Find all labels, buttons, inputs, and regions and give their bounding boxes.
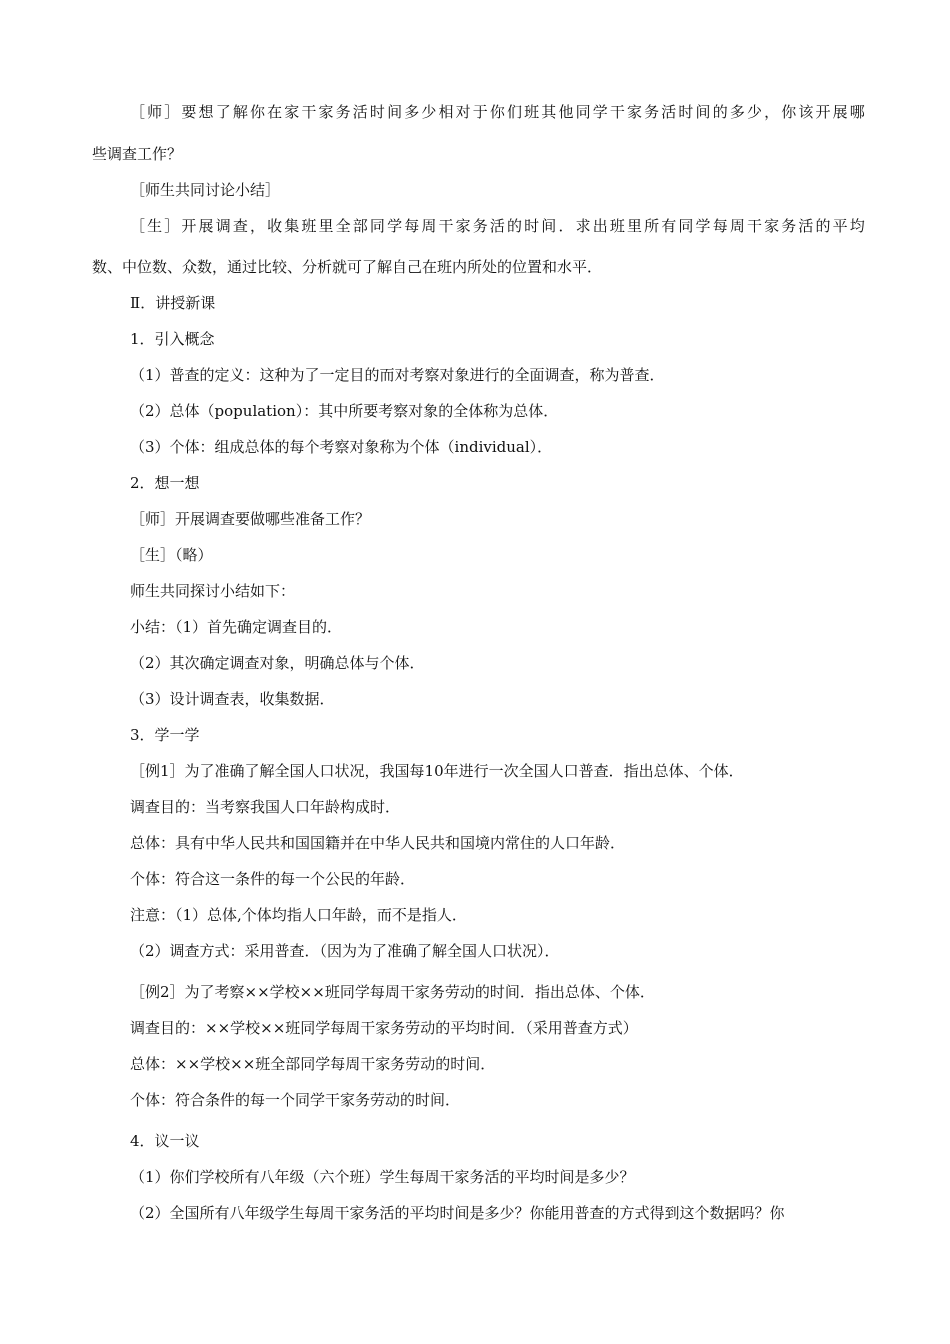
paragraph-line: 师生共同探讨小结如下： [130,582,296,600]
paragraph-line: 个体：符合条件的每一个同学干家务劳动的时间． [130,1091,461,1109]
subsection-heading: 1．引入概念 [130,330,215,348]
paragraph-line: 总体：具有中华人民共和国国籍并在中华人民共和国境内常住的人口年龄． [130,834,626,852]
paragraph-line: ［例2］为了考察××学校××班同学每周干家务劳动的时间．指出总体、个体． [130,983,655,1001]
paragraph-line: ［生］（略） [130,546,213,564]
paragraph-line: ［师］开展调查要做哪些准备工作？ [130,510,371,528]
paragraph-line: （2）其次确定调查对象，明确总体与个体． [130,654,425,672]
paragraph-line: （2）全国所有八年级学生每周干家务活的平均时间是多少？你能用普查的方式得到这个数据吗？你 [130,1204,785,1222]
paragraph-line: 些调查工作？ [92,145,183,163]
paragraph-line: 小结：（1）首先确定调查目的． [130,618,343,636]
subsection-heading: 3．学一学 [130,726,200,744]
paragraph-line: ［师］要想了解你在家干家务活时间多少相对于你们班其他同学干家务活时间的多少，你该开展哪 [130,103,865,121]
section-heading: Ⅱ．讲授新课 [130,294,216,312]
subsection-heading: 4．议一议 [130,1132,200,1150]
paragraph-line: （1）普查的定义：这种为了一定目的而对考察对象进行的全面调查，称为普查． [130,366,665,384]
paragraph-line: 总体：××学校××班全部同学每周干家务劳动的时间． [130,1055,496,1073]
paragraph-line: （3）设计调查表，收集数据． [130,690,335,708]
paragraph-line: （2）总体（population）：其中所要考察对象的全体称为总体． [130,402,559,420]
paragraph-line: （3）个体：组成总体的每个考察对象称为个体（individual）． [130,438,553,456]
paragraph-line: 调查目的：××学校××班同学每周干家务劳动的平均时间．（采用普查方式） [130,1019,638,1037]
paragraph-line: 个体：符合这一条件的每一个公民的年龄． [130,870,416,888]
paragraph-line: ［师生共同讨论小结］ [130,181,281,199]
paragraph-line: （1）你们学校所有八年级（六个班）学生每周干家务活的平均时间是多少？ [130,1168,635,1186]
paragraph-line: ［生］开展调查，收集班里全部同学每周干家务活的时间．求出班里所有同学每周干家务活的平均 [130,217,865,235]
paragraph-line: （2）调查方式：采用普查．（因为为了准确了解全国人口状况）． [130,942,560,960]
paragraph-line: 数、中位数、众数，通过比较、分析就可了解自己在班内所处的位置和水平． [92,258,603,276]
subsection-heading: 2．想一想 [130,474,200,492]
paragraph-line: 调查目的：当考察我国人口年龄构成时． [130,798,401,816]
paragraph-line: ［例1］为了准确了解全国人口状况，我国每10年进行一次全国人口普查．指出总体、个体． [130,762,744,780]
paragraph-line: 注意：（1）总体,个体均指人口年龄，而不是指人． [130,906,467,924]
